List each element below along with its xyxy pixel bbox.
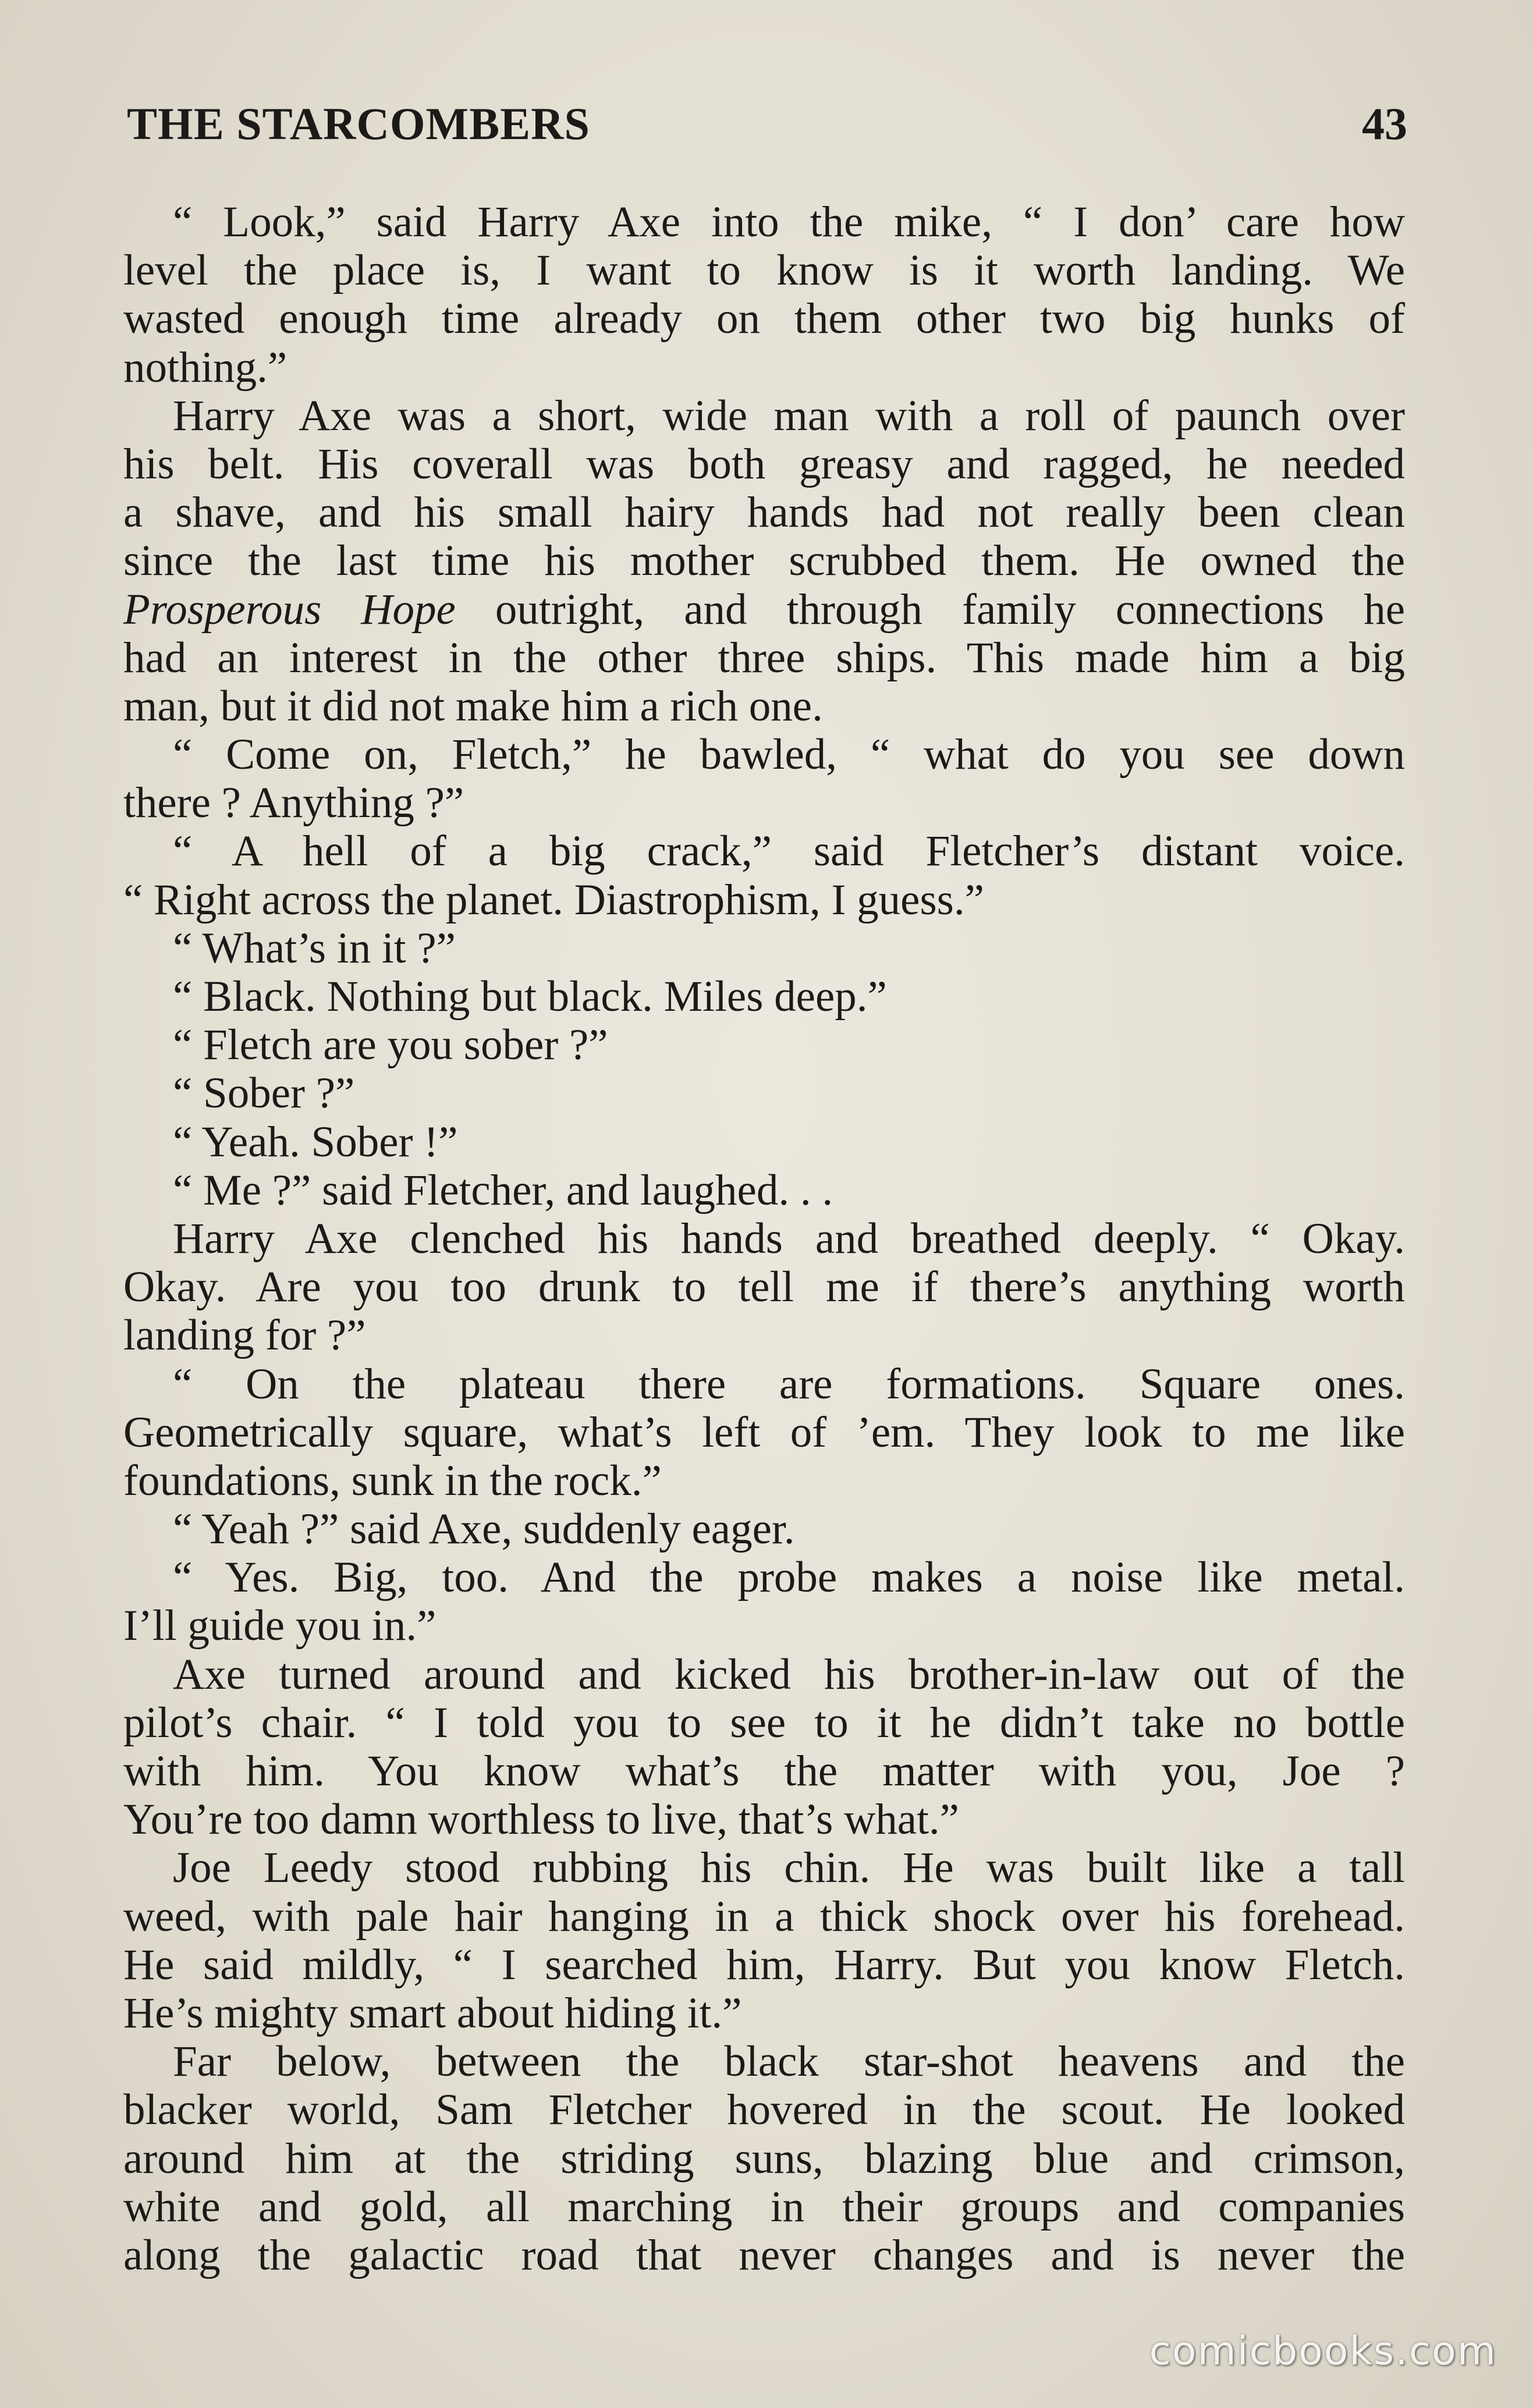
line-text: outright, and through family connections he [455, 585, 1405, 634]
text-line: “ Sober ?” [173, 1069, 355, 1118]
text-line: pilot’s chair. “ I told you to see to it he didn’t take no bottle [123, 1698, 1405, 1747]
text-line: his belt. His coverall was both greasy and ragged, he needed [123, 439, 1405, 488]
text-line: “ A hell of a big crack,” said Fletcher’s distant voice. [173, 827, 1405, 876]
text-line: “ On the plateau there are formations. Square ones. [173, 1359, 1405, 1408]
text-line: Geometrically square, what’s left of ’em. They look to me like [123, 1408, 1405, 1457]
text-line: He said mildly, “ I searched him, Harry. But you know Fletch. [123, 1940, 1405, 1989]
text-line: He’s mighty smart about hiding it.” [123, 1988, 742, 2037]
text-line: weed, with pale hair hanging in a thick shock over his forehead. [123, 1892, 1405, 1941]
text-line: man, but it did not make him a rich one. [123, 681, 823, 730]
text-line: blacker world, Sam Fletcher hovered in the scout. He looked [123, 2086, 1405, 2134]
text-line: “ Black. Nothing but black. Miles deep.” [173, 972, 887, 1021]
text-line: nothing.” [123, 343, 288, 392]
text-line: white and gold, all marching in their groups and companies [123, 2182, 1405, 2231]
text-line: “ Fletch are you sober ?” [173, 1021, 608, 1070]
text-line: You’re too damn worthless to live, that’s what.” [123, 1795, 959, 1844]
page-number: 43 [1362, 98, 1407, 149]
text-line: along the galactic road that never changes and is never the [123, 2231, 1405, 2279]
text-line: Okay. Are you too drunk to tell me if there’s anything worth [123, 1263, 1405, 1312]
text-line: with him. You know what’s the matter with you, Joe ? [123, 1747, 1405, 1795]
italic-title: Prosperous Hope [123, 585, 456, 634]
text-line: “ Yeah. Sober !” [173, 1117, 458, 1166]
text-line: Harry Axe clenched his hands and breathed deeply. “ Okay. [173, 1214, 1405, 1263]
page-header [127, 98, 1407, 162]
text-line: wasted enough time already on them other two big hunks of [123, 294, 1405, 343]
watermark: comicbooks.com [1149, 2328, 1497, 2374]
text-line: “ Yes. Big, too. And the probe makes a noise like metal. [173, 1553, 1405, 1602]
text-line: Joe Leedy stood rubbing his chin. He was built like a tall [173, 1844, 1405, 1892]
text-line: had an interest in the other three ships. This made him a big [123, 633, 1405, 682]
text-line: “ Me ?” said Fletcher, and laughed. . . [173, 1166, 833, 1214]
running-head: THE STARCOMBERS [127, 98, 590, 149]
text-line: there ? Anything ?” [123, 779, 464, 827]
text-line: Axe turned around and kicked his brother-in-law out of the [173, 1650, 1405, 1699]
text-line: since the last time his mother scrubbed them. He owned the [123, 537, 1405, 585]
text-line: foundations, sunk in the rock.” [123, 1456, 662, 1505]
text-line: level the place is, I want to know is it worth landing. We [123, 246, 1405, 295]
text-line: Harry Axe was a short, wide man with a roll of paunch over [173, 391, 1405, 440]
body-text [123, 198, 1405, 2279]
text-line: around him at the striding suns, blazing blue and crimson, [123, 2134, 1405, 2183]
text-line: “ What’s in it ?” [173, 924, 456, 972]
text-line: Far below, between the black star-shot heavens and the [173, 2037, 1405, 2086]
text-line: landing for ?” [123, 1311, 366, 1360]
text-line: “ Yeah ?” said Axe, suddenly eager. [173, 1505, 795, 1554]
text-line: “ Right across the planet. Diastrophism, I guess.” [123, 875, 984, 924]
text-line: “ Come on, Fletch,” he bawled, “ what do you see down [173, 730, 1405, 779]
text-line: a shave, and his small hairy hands had not really been clean [123, 488, 1405, 537]
text-line [123, 585, 1405, 634]
text-line: “ Look,” said Harry Axe into the mike, “ I don’ care how [173, 198, 1405, 246]
text-line: I’ll guide you in.” [123, 1601, 437, 1650]
